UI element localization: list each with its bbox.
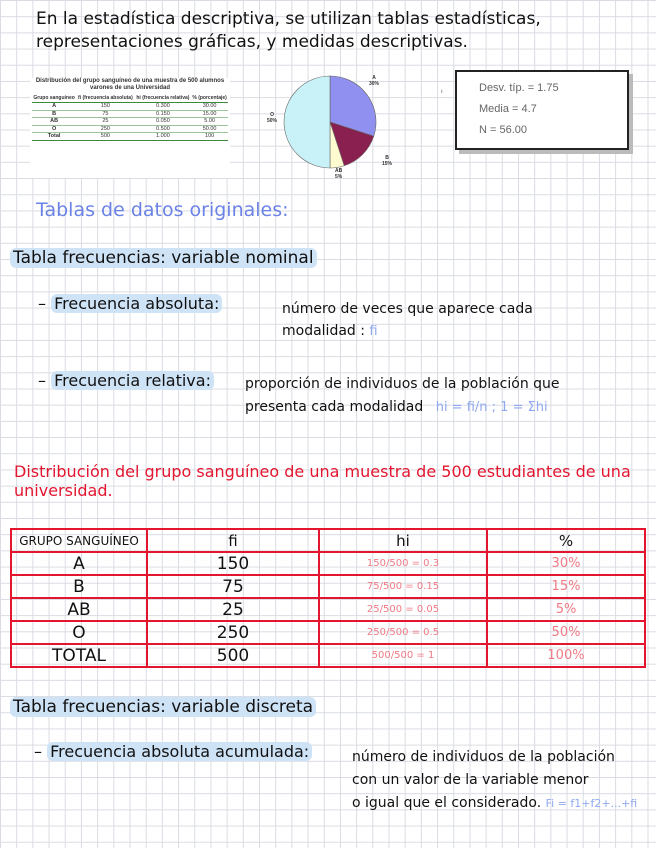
- heading-original-data: Tablas de datos originales:: [36, 199, 289, 221]
- freq-header-hi: hi: [319, 529, 487, 552]
- mini-frequency-table-image: [30, 78, 230, 178]
- pie-label-pct: 15%: [382, 161, 393, 167]
- cell-hi: 500/500 = 1: [319, 644, 487, 667]
- cell-fi: 250: [147, 621, 319, 644]
- mini-cell: AB: [32, 118, 76, 126]
- pie-label-name: A: [372, 75, 376, 81]
- mini-header: % (porcentaje): [192, 95, 227, 101]
- cell-fi: 500: [147, 644, 319, 667]
- mini-cell: 75: [76, 110, 134, 118]
- def-rel-frequency-1: proporción de individuos de la población que: [245, 376, 560, 392]
- table-row-total: [11, 644, 645, 667]
- mini-cell: 150: [76, 103, 134, 111]
- cell-hi: 150/500 = 0.3: [319, 552, 487, 575]
- pie-label-ab: [335, 168, 342, 180]
- mini-cell: 100: [191, 133, 228, 141]
- cell-group: B: [11, 575, 147, 598]
- mini-row: [32, 125, 228, 133]
- mini-row: [32, 110, 228, 118]
- freq-table-title: Distribución del grupo sanguíneo de una muestra de 500 estudiantes de una universidad.: [14, 462, 631, 500]
- stats-bullet: ı: [441, 88, 443, 95]
- mini-cell: 15.00: [191, 110, 228, 118]
- cell-pct: 100%: [487, 644, 645, 667]
- mini-cell: 1.000: [135, 133, 192, 141]
- def-cum-frequency-3: [352, 792, 637, 815]
- def-cum-frequency-3-text: o igual que el considerado.: [352, 795, 542, 811]
- freq-header-group: GRUPO SANGUÍNEO: [11, 529, 147, 552]
- intro-line-2: representaciones gráficas, y medidas descriptivas.: [36, 32, 468, 52]
- def-cum-frequency-1: número de individuos de la población: [352, 749, 615, 765]
- bullet-dash: –: [38, 371, 52, 390]
- term-rel-frequency: Frecuencia relativa:: [51, 371, 214, 390]
- bullet-dash: –: [34, 742, 48, 761]
- term-cum-frequency: Frecuencia absoluta acumulada:: [47, 742, 312, 761]
- mini-cell: A: [32, 103, 76, 111]
- cell-hi: 250/500 = 0.5: [319, 621, 487, 644]
- mini-cell: 30.00: [191, 103, 228, 111]
- stats-mean: Media = 4.7: [479, 103, 537, 115]
- pie-label-pct: 50%: [267, 118, 278, 124]
- table-row: [11, 552, 645, 575]
- mini-header: fi (frecuencia absoluta): [78, 95, 133, 101]
- mini-row: [32, 118, 228, 126]
- mini-table: [32, 94, 228, 141]
- intro-line-1: En la estadística descriptiva, se utilizan tablas estadísticas,: [36, 9, 541, 29]
- def-cum-frequency-2: con un valor de la variable menor: [352, 772, 589, 788]
- cell-group: TOTAL: [11, 644, 147, 667]
- mini-header: Grupo sanguíneo: [33, 95, 75, 101]
- stats-box: [455, 70, 629, 150]
- table-row: [11, 575, 645, 598]
- cell-hi: 25/500 = 0.05: [319, 598, 487, 621]
- mini-table-title: Distribución del grupo sanguíneo de una muestra de 500 alumnos varones de una Universidad: [35, 78, 225, 91]
- pie-slice-o: [284, 76, 330, 168]
- subheading-discrete-text: Tabla frecuencias: variable discreta: [10, 697, 316, 717]
- cell-group: AB: [11, 598, 147, 621]
- cell-pct: 30%: [487, 552, 645, 575]
- formula-hi: hi = fi/n ; 1 = Σhi: [435, 400, 548, 415]
- subheading-nominal: [10, 248, 317, 268]
- mini-row-total: [32, 133, 228, 141]
- def-abs-frequency-1: número de veces que aparece cada: [282, 301, 533, 317]
- def-abs-frequency-2: [282, 320, 378, 343]
- mini-row: [32, 103, 228, 111]
- def-rel-frequency-2-text: presenta cada modalidad: [245, 399, 424, 415]
- freq-header-fi: fi: [147, 529, 319, 552]
- cell-pct: 50%: [487, 621, 645, 644]
- cell-fi: 75: [147, 575, 319, 598]
- mini-cell: O: [32, 125, 76, 133]
- item-rel-frequency: [38, 371, 214, 390]
- cell-group: O: [11, 621, 147, 644]
- pie-label-pct: 30%: [369, 81, 380, 87]
- intro-paragraph: [36, 8, 646, 54]
- subheading-nominal-text: Tabla frecuencias: variable nominal: [10, 248, 317, 268]
- freq-header-pct: %: [487, 529, 645, 552]
- mini-cell: 25: [76, 118, 134, 126]
- subheading-discrete: [10, 697, 316, 717]
- cell-group: A: [11, 552, 147, 575]
- cell-pct: 5%: [487, 598, 645, 621]
- table-row: [11, 598, 645, 621]
- mini-cell: Total: [32, 133, 76, 141]
- mini-cell: 0.050: [135, 118, 192, 126]
- def-rel-frequency-2: [245, 396, 548, 419]
- mini-cell: 0.300: [135, 103, 192, 111]
- mini-cell: 50.00: [191, 125, 228, 133]
- item-cum-frequency: [34, 742, 312, 761]
- pie-label-b: [382, 155, 392, 167]
- mini-cell: 0.150: [135, 110, 192, 118]
- item-abs-frequency: [38, 294, 222, 313]
- bullet-dash: –: [38, 294, 52, 313]
- stats-std-dev: Desv. típ. = 1.75: [479, 82, 559, 94]
- cell-fi: 150: [147, 552, 319, 575]
- pie-label-name: AB: [335, 168, 343, 174]
- mini-cell: 250: [76, 125, 134, 133]
- pie-label-name: O: [270, 112, 274, 118]
- formula-Fi: Fi = f1+f2+...+fi: [545, 797, 638, 810]
- def-abs-frequency-2-text: modalidad :: [282, 323, 365, 339]
- term-abs-frequency: Frecuencia absoluta:: [51, 294, 222, 313]
- pie-chart-image: [258, 62, 398, 182]
- cell-fi: 25: [147, 598, 319, 621]
- pie-label-pct: 5%: [335, 174, 343, 180]
- mini-cell: 5.00: [191, 118, 228, 126]
- mini-cell: B: [32, 110, 76, 118]
- formula-fi: fi: [369, 324, 378, 339]
- pie-label-a: [369, 75, 379, 87]
- table-row: [11, 621, 645, 644]
- freq-table: [10, 528, 646, 668]
- stats-n: N = 56.00: [479, 124, 528, 136]
- mini-header: hi (frecuencia relativa): [136, 95, 190, 101]
- mini-cell: 0.500: [135, 125, 192, 133]
- mini-cell: 500: [76, 133, 134, 141]
- cell-pct: 15%: [487, 575, 645, 598]
- cell-hi: 75/500 = 0.15: [319, 575, 487, 598]
- pie-label-o: [267, 112, 277, 124]
- pie-label-name: B: [385, 155, 389, 161]
